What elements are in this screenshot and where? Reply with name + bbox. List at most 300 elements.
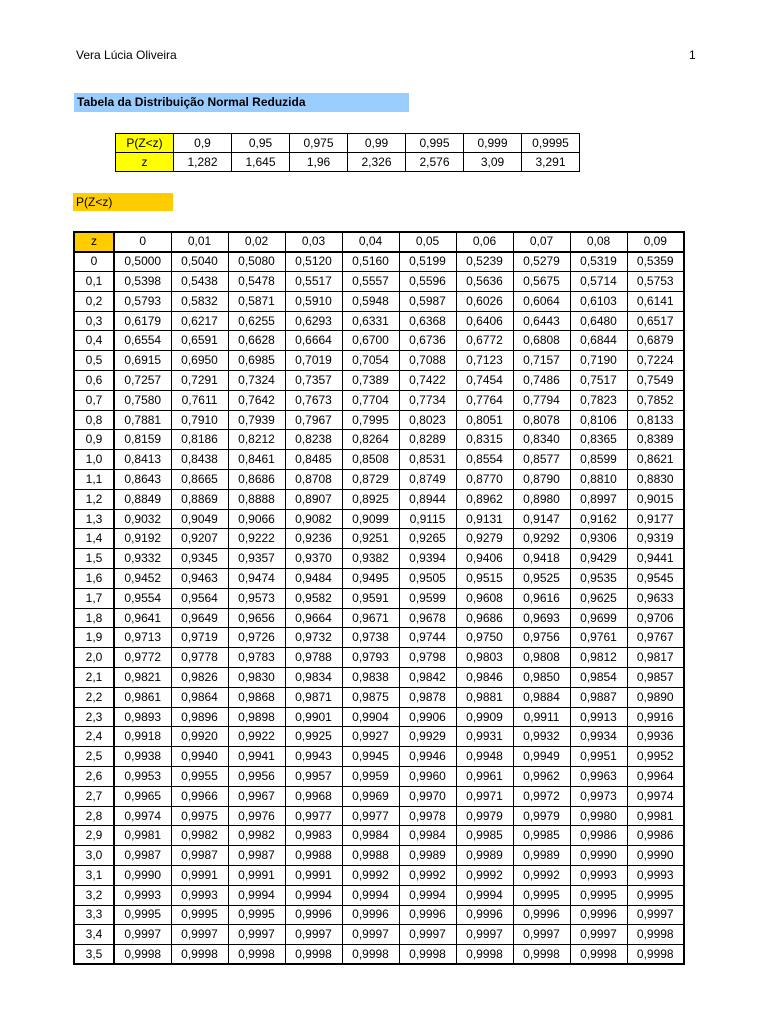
probability-cell: 0,9995 xyxy=(171,905,228,925)
probability-cell: 0,7257 xyxy=(114,371,171,391)
probability-cell: 0,8907 xyxy=(285,489,342,509)
table-row xyxy=(74,905,684,925)
table-row xyxy=(74,588,684,608)
probability-cell: 0,9991 xyxy=(285,866,342,886)
probability-cell: 0,9641 xyxy=(114,608,171,628)
probability-cell: 0,9625 xyxy=(570,588,627,608)
probability-cell: 0,9977 xyxy=(342,806,399,826)
probability-cell: 0,9817 xyxy=(627,648,684,668)
probability-cell: 0,9970 xyxy=(399,786,456,806)
probability-cell: 0,9997 xyxy=(171,925,228,945)
probability-cell: 0,7454 xyxy=(456,371,513,391)
probability-cell: 0,9967 xyxy=(228,786,285,806)
probability-cell: 0,9750 xyxy=(456,628,513,648)
page-number: 1 xyxy=(689,48,696,62)
probability-cell: 0,7764 xyxy=(456,390,513,410)
probability-cell: 0,9972 xyxy=(513,786,570,806)
probability-cell: 0,9995 xyxy=(114,905,171,925)
probability-cell: 0,8078 xyxy=(513,410,570,430)
probability-cell: 0,5239 xyxy=(456,252,513,272)
p-value: 0,9995 xyxy=(522,134,580,153)
probability-cell: 0,9345 xyxy=(171,549,228,569)
probability-cell: 0,9904 xyxy=(342,707,399,727)
probability-cell: 0,9989 xyxy=(513,846,570,866)
probability-cell: 0,9082 xyxy=(285,509,342,529)
probability-cell: 0,9966 xyxy=(171,786,228,806)
row-z-label: 3,3 xyxy=(74,905,114,925)
table-row xyxy=(74,608,684,628)
column-header: 0,01 xyxy=(171,232,228,252)
probability-cell: 0,9554 xyxy=(114,588,171,608)
probability-cell: 0,7704 xyxy=(342,390,399,410)
probability-cell: 0,9991 xyxy=(228,866,285,886)
probability-cell: 0,9998 xyxy=(456,945,513,965)
probability-cell: 0,9997 xyxy=(342,925,399,945)
probability-cell: 0,9878 xyxy=(399,687,456,707)
probability-cell: 0,9505 xyxy=(399,569,456,589)
row-z-label: 3,0 xyxy=(74,846,114,866)
probability-cell: 0,9975 xyxy=(171,806,228,826)
row-z-label: 1,0 xyxy=(74,450,114,470)
probability-cell: 0,9938 xyxy=(114,747,171,767)
probability-cell: 0,9998 xyxy=(171,945,228,965)
probability-cell: 0,9515 xyxy=(456,569,513,589)
probability-cell: 0,5793 xyxy=(114,291,171,311)
probability-cell: 0,9015 xyxy=(627,489,684,509)
probability-cell: 0,9956 xyxy=(228,767,285,787)
z-value: 1,96 xyxy=(290,153,348,172)
probability-cell: 0,9838 xyxy=(342,668,399,688)
probability-cell: 0,9803 xyxy=(456,648,513,668)
table-row xyxy=(74,311,684,331)
quantiles-p-row xyxy=(116,134,580,153)
probability-cell: 0,5714 xyxy=(570,272,627,292)
probability-cell: 0,8289 xyxy=(399,430,456,450)
probability-cell: 0,9991 xyxy=(171,866,228,886)
probability-cell: 0,9744 xyxy=(399,628,456,648)
column-header: 0,07 xyxy=(513,232,570,252)
probability-cell: 0,7580 xyxy=(114,390,171,410)
probability-cell: 0,9995 xyxy=(228,905,285,925)
probability-cell: 0,9998 xyxy=(513,945,570,965)
probability-cell: 0,9911 xyxy=(513,707,570,727)
probability-cell: 0,9981 xyxy=(627,806,684,826)
probability-cell: 0,9984 xyxy=(399,826,456,846)
probability-cell: 0,9756 xyxy=(513,628,570,648)
probability-cell: 0,8869 xyxy=(171,489,228,509)
probability-cell: 0,9591 xyxy=(342,588,399,608)
probability-cell: 0,8106 xyxy=(570,410,627,430)
probability-cell: 0,9778 xyxy=(171,648,228,668)
probability-cell: 0,6591 xyxy=(171,331,228,351)
probability-cell: 0,9918 xyxy=(114,727,171,747)
probability-cell: 0,9994 xyxy=(399,885,456,905)
probability-cell: 0,7852 xyxy=(627,390,684,410)
probability-cell: 0,7291 xyxy=(171,371,228,391)
probability-cell: 0,6443 xyxy=(513,311,570,331)
probability-cell: 0,7967 xyxy=(285,410,342,430)
probability-cell: 0,9925 xyxy=(285,727,342,747)
probability-cell: 0,8438 xyxy=(171,450,228,470)
table-row xyxy=(74,371,684,391)
probability-cell: 0,9901 xyxy=(285,707,342,727)
row-z-label: 1,4 xyxy=(74,529,114,549)
probability-cell: 0,9980 xyxy=(570,806,627,826)
probability-cell: 0,7642 xyxy=(228,390,285,410)
row-z-label: 2,7 xyxy=(74,786,114,806)
probability-cell: 0,9995 xyxy=(513,885,570,905)
probability-cell: 0,9989 xyxy=(456,846,513,866)
z-header-cell: z xyxy=(74,232,114,252)
table-row xyxy=(74,668,684,688)
row-z-label: 2,1 xyxy=(74,668,114,688)
probability-cell: 0,9994 xyxy=(456,885,513,905)
probability-cell: 0,9131 xyxy=(456,509,513,529)
probability-cell: 0,9974 xyxy=(627,786,684,806)
probability-cell: 0,9988 xyxy=(285,846,342,866)
probability-cell: 0,7088 xyxy=(399,351,456,371)
probability-cell: 0,5359 xyxy=(627,252,684,272)
probability-cell: 0,5871 xyxy=(228,291,285,311)
probability-cell: 0,7549 xyxy=(627,371,684,391)
probability-cell: 0,9192 xyxy=(114,529,171,549)
probability-cell: 0,6026 xyxy=(456,291,513,311)
probability-cell: 0,8643 xyxy=(114,470,171,490)
probability-cell: 0,5438 xyxy=(171,272,228,292)
probability-cell: 0,5910 xyxy=(285,291,342,311)
row-z-label: 0,1 xyxy=(74,272,114,292)
probability-cell: 0,6293 xyxy=(285,311,342,331)
row-z-label: 2,2 xyxy=(74,687,114,707)
probability-cell: 0,9871 xyxy=(285,687,342,707)
probability-cell: 0,9881 xyxy=(456,687,513,707)
probability-cell: 0,6554 xyxy=(114,331,171,351)
probability-cell: 0,9998 xyxy=(342,945,399,965)
probability-cell: 0,9931 xyxy=(456,727,513,747)
probability-cell: 0,9953 xyxy=(114,767,171,787)
p-value: 0,975 xyxy=(290,134,348,153)
probability-cell: 0,8980 xyxy=(513,489,570,509)
probability-cell: 0,9998 xyxy=(285,945,342,965)
probability-cell: 0,9994 xyxy=(342,885,399,905)
probability-cell: 0,9997 xyxy=(114,925,171,945)
probability-cell: 0,9951 xyxy=(570,747,627,767)
probability-cell: 0,8962 xyxy=(456,489,513,509)
probability-cell: 0,5675 xyxy=(513,272,570,292)
probability-cell: 0,9251 xyxy=(342,529,399,549)
probability-cell: 0,6879 xyxy=(627,331,684,351)
probability-cell: 0,9599 xyxy=(399,588,456,608)
probability-cell: 0,5832 xyxy=(171,291,228,311)
table-row xyxy=(74,430,684,450)
probability-cell: 0,9979 xyxy=(456,806,513,826)
table-row xyxy=(74,747,684,767)
probability-cell: 0,9945 xyxy=(342,747,399,767)
table-row xyxy=(74,806,684,826)
probability-cell: 0,8554 xyxy=(456,450,513,470)
probability-cell: 0,9406 xyxy=(456,549,513,569)
probability-cell: 0,7224 xyxy=(627,351,684,371)
p-value: 0,999 xyxy=(464,134,522,153)
probability-cell: 0,9909 xyxy=(456,707,513,727)
probability-cell: 0,9147 xyxy=(513,509,570,529)
probability-cell: 0,9582 xyxy=(285,588,342,608)
probability-cell: 0,8849 xyxy=(114,489,171,509)
z-value: 3,09 xyxy=(464,153,522,172)
probability-cell: 0,8238 xyxy=(285,430,342,450)
probability-cell: 0,5398 xyxy=(114,272,171,292)
probability-cell: 0,9772 xyxy=(114,648,171,668)
probability-cell: 0,9968 xyxy=(285,786,342,806)
probability-cell: 0,5080 xyxy=(228,252,285,272)
probability-cell: 0,7611 xyxy=(171,390,228,410)
probability-cell: 0,9793 xyxy=(342,648,399,668)
probability-cell: 0,8461 xyxy=(228,450,285,470)
probability-cell: 0,9997 xyxy=(399,925,456,945)
probability-cell: 0,9664 xyxy=(285,608,342,628)
probability-cell: 0,9985 xyxy=(513,826,570,846)
table-row xyxy=(74,529,684,549)
probability-cell: 0,8790 xyxy=(513,470,570,490)
z-value: 2,576 xyxy=(406,153,464,172)
row-z-label: 1,6 xyxy=(74,569,114,589)
table-row xyxy=(74,390,684,410)
table-row xyxy=(74,687,684,707)
probability-cell: 0,9988 xyxy=(342,846,399,866)
table-row xyxy=(74,826,684,846)
column-header: 0,08 xyxy=(570,232,627,252)
row-z-label: 1,8 xyxy=(74,608,114,628)
probability-cell: 0,5319 xyxy=(570,252,627,272)
probability-cell: 0,8315 xyxy=(456,430,513,450)
probability-cell: 0,9452 xyxy=(114,569,171,589)
probability-cell: 0,6255 xyxy=(228,311,285,331)
probability-cell: 0,9693 xyxy=(513,608,570,628)
probability-cell: 0,7157 xyxy=(513,351,570,371)
row-z-label: 0,8 xyxy=(74,410,114,430)
probability-cell: 0,9370 xyxy=(285,549,342,569)
probability-cell: 0,9974 xyxy=(114,806,171,826)
table-row xyxy=(74,489,684,509)
probability-cell: 0,9997 xyxy=(570,925,627,945)
probability-cell: 0,9441 xyxy=(627,549,684,569)
probability-cell: 0,9887 xyxy=(570,687,627,707)
probability-cell: 0,6844 xyxy=(570,331,627,351)
z-value: 1,282 xyxy=(174,153,232,172)
probability-cell: 0,9992 xyxy=(513,866,570,886)
z-value: 3,291 xyxy=(522,153,580,172)
probability-cell: 0,8508 xyxy=(342,450,399,470)
probability-cell: 0,9913 xyxy=(570,707,627,727)
probability-cell: 0,7881 xyxy=(114,410,171,430)
probability-cell: 0,6700 xyxy=(342,331,399,351)
probability-cell: 0,9726 xyxy=(228,628,285,648)
probability-cell: 0,8340 xyxy=(513,430,570,450)
probability-cell: 0,9998 xyxy=(228,945,285,965)
table-row xyxy=(74,945,684,965)
probability-cell: 0,8051 xyxy=(456,410,513,430)
table-row xyxy=(74,707,684,727)
probability-cell: 0,9484 xyxy=(285,569,342,589)
probability-cell: 0,9826 xyxy=(171,668,228,688)
probability-cell: 0,9996 xyxy=(513,905,570,925)
column-header: 0,04 xyxy=(342,232,399,252)
probability-cell: 0,6628 xyxy=(228,331,285,351)
probability-cell: 0,9854 xyxy=(570,668,627,688)
row-z-label: 0,3 xyxy=(74,311,114,331)
row-z-label: 2,3 xyxy=(74,707,114,727)
probability-cell: 0,9686 xyxy=(456,608,513,628)
probability-cell: 0,6736 xyxy=(399,331,456,351)
probability-cell: 0,6331 xyxy=(342,311,399,331)
probability-cell: 0,6517 xyxy=(627,311,684,331)
probability-cell: 0,5948 xyxy=(342,291,399,311)
probability-cell: 0,9893 xyxy=(114,707,171,727)
row-z-label: 3,5 xyxy=(74,945,114,965)
probability-cell: 0,9987 xyxy=(228,846,285,866)
probability-cell: 0,9545 xyxy=(627,569,684,589)
row-z-label: 0,6 xyxy=(74,371,114,391)
probability-cell: 0,9418 xyxy=(513,549,570,569)
probability-cell: 0,9306 xyxy=(570,529,627,549)
probability-cell: 0,7054 xyxy=(342,351,399,371)
probability-cell: 0,9959 xyxy=(342,767,399,787)
probability-cell: 0,6480 xyxy=(570,311,627,331)
probability-cell: 0,9948 xyxy=(456,747,513,767)
probability-cell: 0,6217 xyxy=(171,311,228,331)
probability-cell: 0,8577 xyxy=(513,450,570,470)
column-header: 0 xyxy=(114,232,171,252)
probability-cell: 0,9955 xyxy=(171,767,228,787)
probability-cell: 0,9115 xyxy=(399,509,456,529)
probability-cell: 0,9066 xyxy=(228,509,285,529)
probability-cell: 0,8997 xyxy=(570,489,627,509)
probability-cell: 0,9977 xyxy=(285,806,342,826)
probability-cell: 0,8599 xyxy=(570,450,627,470)
z-value: 2,326 xyxy=(348,153,406,172)
row-z-label: 2,6 xyxy=(74,767,114,787)
probability-cell: 0,6985 xyxy=(228,351,285,371)
probability-cell: 0,9983 xyxy=(285,826,342,846)
probability-cell: 0,9525 xyxy=(513,569,570,589)
row-z-label: 1,5 xyxy=(74,549,114,569)
table-row xyxy=(74,628,684,648)
probability-cell: 0,8186 xyxy=(171,430,228,450)
probability-cell: 0,7910 xyxy=(171,410,228,430)
probability-cell: 0,9916 xyxy=(627,707,684,727)
probability-cell: 0,9994 xyxy=(285,885,342,905)
probability-cell: 0,9564 xyxy=(171,588,228,608)
probability-cell: 0,9922 xyxy=(228,727,285,747)
row-z-label: 0,7 xyxy=(74,390,114,410)
probability-cell: 0,9608 xyxy=(456,588,513,608)
probability-cell: 0,9920 xyxy=(171,727,228,747)
row-z-label: 0 xyxy=(74,252,114,272)
table-row xyxy=(74,351,684,371)
probability-cell: 0,9960 xyxy=(399,767,456,787)
probability-cell: 0,9964 xyxy=(627,767,684,787)
probability-cell: 0,9996 xyxy=(570,905,627,925)
probability-cell: 0,9162 xyxy=(570,509,627,529)
probability-cell: 0,9997 xyxy=(285,925,342,945)
probability-cell: 0,8621 xyxy=(627,450,684,470)
probability-cell: 0,9986 xyxy=(570,826,627,846)
row-z-label: 0,5 xyxy=(74,351,114,371)
probability-cell: 0,7357 xyxy=(285,371,342,391)
probability-cell: 0,5160 xyxy=(342,252,399,272)
table-row xyxy=(74,410,684,430)
probability-cell: 0,9783 xyxy=(228,648,285,668)
probability-cell: 0,8365 xyxy=(570,430,627,450)
probability-cell: 0,9981 xyxy=(114,826,171,846)
table-row xyxy=(74,786,684,806)
row-z-label: 0,2 xyxy=(74,291,114,311)
probability-cell: 0,9032 xyxy=(114,509,171,529)
column-header: 0,02 xyxy=(228,232,285,252)
section-label: P(Z<z) xyxy=(73,193,173,211)
probability-cell: 0,9963 xyxy=(570,767,627,787)
probability-cell: 0,9394 xyxy=(399,549,456,569)
author-name: Vera Lúcia Oliveira xyxy=(76,48,177,62)
probability-cell: 0,6141 xyxy=(627,291,684,311)
probability-cell: 0,6664 xyxy=(285,331,342,351)
probability-cell: 0,5040 xyxy=(171,252,228,272)
column-header: 0,03 xyxy=(285,232,342,252)
probability-cell: 0,9992 xyxy=(456,866,513,886)
probability-cell: 0,9616 xyxy=(513,588,570,608)
probability-cell: 0,7517 xyxy=(570,371,627,391)
probability-cell: 0,9049 xyxy=(171,509,228,529)
probability-cell: 0,9236 xyxy=(285,529,342,549)
probability-cell: 0,9996 xyxy=(285,905,342,925)
table-row xyxy=(74,767,684,787)
probability-cell: 0,9932 xyxy=(513,727,570,747)
probability-cell: 0,7422 xyxy=(399,371,456,391)
probability-cell: 0,9973 xyxy=(570,786,627,806)
table-row xyxy=(74,866,684,886)
probability-cell: 0,7123 xyxy=(456,351,513,371)
probability-cell: 0,7190 xyxy=(570,351,627,371)
probability-cell: 0,8729 xyxy=(342,470,399,490)
probability-cell: 0,9949 xyxy=(513,747,570,767)
probability-cell: 0,7794 xyxy=(513,390,570,410)
probability-cell: 0,9987 xyxy=(114,846,171,866)
probability-cell: 0,9929 xyxy=(399,727,456,747)
probability-cell: 0,9986 xyxy=(627,826,684,846)
probability-cell: 0,9279 xyxy=(456,529,513,549)
column-header: 0,05 xyxy=(399,232,456,252)
probability-cell: 0,9992 xyxy=(342,866,399,886)
probability-cell: 0,9996 xyxy=(456,905,513,925)
probability-cell: 0,9207 xyxy=(171,529,228,549)
probability-cell: 0,6064 xyxy=(513,291,570,311)
table-row xyxy=(74,272,684,292)
probability-cell: 0,9857 xyxy=(627,668,684,688)
row-z-label: 1,9 xyxy=(74,628,114,648)
probability-cell: 0,9996 xyxy=(399,905,456,925)
probability-cell: 0,5596 xyxy=(399,272,456,292)
probability-cell: 0,8888 xyxy=(228,489,285,509)
probability-cell: 0,9761 xyxy=(570,628,627,648)
probability-cell: 0,8133 xyxy=(627,410,684,430)
probability-cell: 0,5987 xyxy=(399,291,456,311)
probability-cell: 0,8810 xyxy=(570,470,627,490)
probability-cell: 0,5000 xyxy=(114,252,171,272)
probability-cell: 0,9927 xyxy=(342,727,399,747)
p-value: 0,9 xyxy=(174,134,232,153)
quantiles-table xyxy=(115,133,580,172)
probability-cell: 0,9992 xyxy=(399,866,456,886)
